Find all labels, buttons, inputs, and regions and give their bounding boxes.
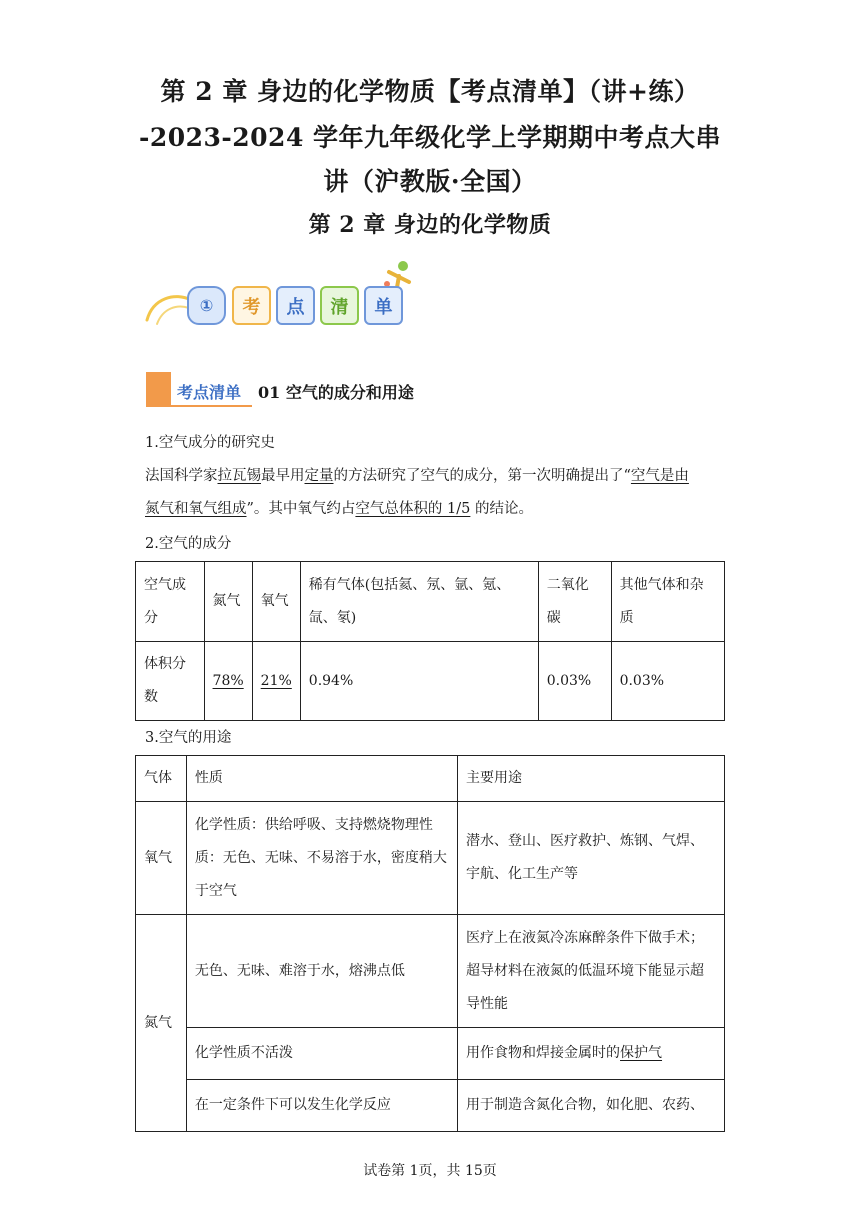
table-cell: 0.03% xyxy=(538,642,611,721)
section-title: 01 空气的成分和用途 xyxy=(258,383,414,402)
property-cell: 化学性质不活泼 xyxy=(186,1028,457,1080)
use-cell: 用作食物和焊接金属时的保护气 xyxy=(458,1028,725,1080)
composition-table xyxy=(135,561,725,721)
use-cell: 潜水、登山、医疗救护、炼钢、气焊、宇航、化工生产等 xyxy=(458,802,725,915)
table-header-cell: 空气成分 xyxy=(136,562,205,642)
table-header-cell: 二氧化碳 xyxy=(538,562,611,642)
title-line-3: 讲（沪教版·全国） xyxy=(323,167,537,196)
paragraph-line: 氮气和氧气组成”。其中氧气约占空气总体积的 1/5 的结论。 xyxy=(145,501,533,517)
gas-name-cell: 氧气 xyxy=(136,802,187,915)
table-row xyxy=(136,1028,725,1080)
banner-number: ① xyxy=(187,286,226,325)
uses-table xyxy=(135,755,725,1132)
use-cell: 用于制造含氮化合物，如化肥、农药、 xyxy=(458,1080,725,1132)
section-label: 考点清单 xyxy=(177,383,242,402)
property-cell: 无色、无味、难溶于水，熔沸点低 xyxy=(186,915,457,1028)
title-line-2: -2023-2024 学年九年级化学上学期期中考点大串 xyxy=(138,123,722,152)
banner-char: 清 xyxy=(320,286,359,325)
table-cell: 78% xyxy=(204,642,252,721)
heading-uses: 3.空气的用途 xyxy=(145,730,232,746)
table-header-cell: 气体 xyxy=(136,756,187,802)
table-row xyxy=(136,915,725,1028)
table-row xyxy=(136,756,725,802)
property-cell: 在一定条件下可以发生化学反应 xyxy=(186,1080,457,1132)
table-row-label: 体积分数 xyxy=(136,642,205,721)
table-row xyxy=(136,642,725,721)
heading-research-history: 1.空气成分的研究史 xyxy=(145,435,275,451)
heading-composition: 2.空气的成分 xyxy=(145,536,232,552)
property-cell: 化学性质：供给呼吸、支持燃烧物理性质：无色、无味、不易溶于水，密度稍大于空气 xyxy=(186,802,457,915)
gas-name-cell: 氮气 xyxy=(136,915,187,1132)
key-points-banner xyxy=(145,258,425,330)
chapter-subtitle: 第 2 章 身边的化学物质 xyxy=(308,212,552,238)
page-footer: 试卷第 1页，共 15页 xyxy=(363,1163,497,1179)
banner-char: 点 xyxy=(276,286,315,325)
table-row xyxy=(136,802,725,915)
banner-char: 考 xyxy=(232,286,271,325)
table-row xyxy=(136,1080,725,1132)
table-row xyxy=(136,562,725,642)
table-header-cell: 其他气体和杂质 xyxy=(611,562,724,642)
table-header-cell: 氮气 xyxy=(204,562,252,642)
table-header-cell: 稀有气体(包括氦、氖、氩、氪、氙、氡) xyxy=(300,562,538,642)
paragraph-line: 法国科学家拉瓦锡最早用定量的方法研究了空气的成分，第一次明确提出了“空气是由 xyxy=(145,468,689,484)
table-header-cell: 氧气 xyxy=(252,562,300,642)
title-line-1: 第 2 章 身边的化学物质【考点清单】（讲+练） xyxy=(160,77,700,106)
table-cell: 0.94% xyxy=(300,642,538,721)
table-header-cell: 主要用途 xyxy=(458,756,725,802)
banner-char: 单 xyxy=(364,286,403,325)
use-cell: 医疗上在液氮冷冻麻醉条件下做手术；超导材料在液氮的低温环境下能显示超导性能 xyxy=(458,915,725,1028)
table-header-cell: 性质 xyxy=(186,756,457,802)
table-cell: 0.03% xyxy=(611,642,724,721)
section-underline xyxy=(146,405,252,407)
table-cell: 21% xyxy=(252,642,300,721)
section-marker xyxy=(146,372,171,405)
